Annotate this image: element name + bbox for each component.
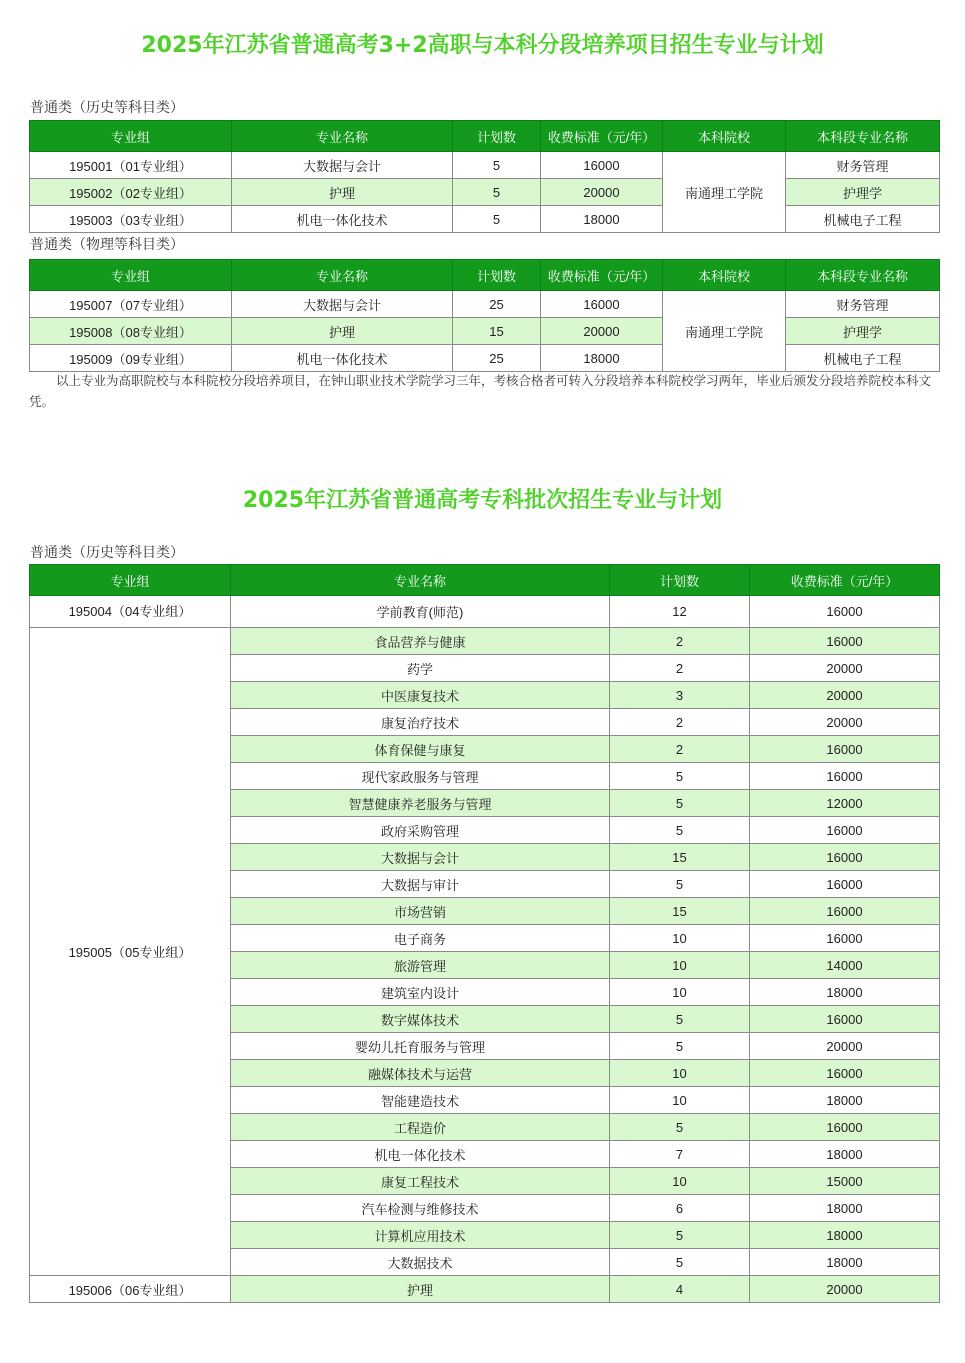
header-undergrad-major: 本科段专业名称 [786, 121, 940, 152]
cell-undergrad-major: 护理学 [786, 179, 940, 206]
cell-undergrad-major: 护理学 [786, 318, 940, 345]
cell-major: 大数据与审计 [231, 871, 610, 898]
cell-plan: 15 [453, 318, 541, 345]
cell-fee: 20000 [750, 655, 940, 682]
cell-major: 药学 [231, 655, 610, 682]
cell-undergrad-major: 机械电子工程 [786, 345, 940, 372]
cell-group: 195009（09专业组） [30, 345, 232, 372]
cell-plan: 10 [610, 925, 750, 952]
cell-fee: 20000 [541, 318, 663, 345]
cell-fee: 18000 [750, 1249, 940, 1276]
cell-major: 护理 [232, 318, 453, 345]
cell-plan: 25 [453, 345, 541, 372]
cell-fee: 18000 [750, 979, 940, 1006]
header-plan: 计划数 [610, 565, 750, 596]
cell-group: 195002（02专业组） [30, 179, 232, 206]
cell-plan: 5 [610, 1249, 750, 1276]
cell-plan: 25 [453, 291, 541, 318]
project-note: 以上专业为高职院校与本科院校分段培养项目，在钟山职业技术学院学习三年，考核合格者可转入分段培养本科院校学习两年，毕业后颁发分段培养院校本科文凭。 [29, 374, 932, 409]
cell-fee: 15000 [750, 1168, 940, 1195]
header-fee: 收费标准（元/年） [541, 121, 663, 152]
cell-major: 中医康复技术 [231, 682, 610, 709]
cell-major: 康复治疗技术 [231, 709, 610, 736]
cell-major: 融媒体技术与运营 [231, 1060, 610, 1087]
cell-group: 195007（07专业组） [30, 291, 232, 318]
cell-major: 机电一体化技术 [232, 345, 453, 372]
cell-fee: 16000 [750, 628, 940, 655]
cell-plan: 5 [610, 817, 750, 844]
cell-plan: 5 [453, 206, 541, 233]
cell-group: 195005（05专业组） [30, 628, 231, 1276]
category-history-label-2: 普通类（历史等科目类） [30, 544, 184, 560]
cell-major: 体育保健与康复 [231, 736, 610, 763]
header-plan: 计划数 [453, 260, 541, 291]
cell-plan: 10 [610, 952, 750, 979]
cell-group: 195008（08专业组） [30, 318, 232, 345]
cell-undergrad-major: 财务管理 [786, 291, 940, 318]
cell-fee: 16000 [541, 152, 663, 179]
cell-plan: 12 [610, 596, 750, 628]
cell-fee: 18000 [750, 1222, 940, 1249]
header-university: 本科院校 [663, 260, 786, 291]
cell-fee: 16000 [750, 1060, 940, 1087]
cell-university: 南通理工学院 [663, 291, 786, 372]
cell-plan: 2 [610, 655, 750, 682]
cell-fee: 18000 [541, 345, 663, 372]
table-3plus2-history [29, 120, 940, 233]
cell-plan: 5 [610, 871, 750, 898]
cell-major: 建筑室内设计 [231, 979, 610, 1006]
table-row [30, 206, 940, 233]
cell-plan: 5 [453, 179, 541, 206]
header-fee: 收费标准（元/年） [541, 260, 663, 291]
cell-plan: 5 [610, 1222, 750, 1249]
cell-fee: 16000 [750, 763, 940, 790]
table-row [30, 179, 940, 206]
cell-major: 大数据与会计 [232, 291, 453, 318]
cell-fee: 16000 [750, 898, 940, 925]
cell-major: 旅游管理 [231, 952, 610, 979]
table-specialty-batch [29, 564, 940, 1303]
header-fee: 收费标准（元/年） [750, 565, 940, 596]
cell-plan: 10 [610, 1168, 750, 1195]
cell-plan: 6 [610, 1195, 750, 1222]
cell-plan: 5 [610, 1033, 750, 1060]
header-major: 专业名称 [231, 565, 610, 596]
table-row [30, 1276, 940, 1303]
cell-plan: 10 [610, 979, 750, 1006]
header-group: 专业组 [30, 121, 232, 152]
cell-major: 智慧健康养老服务与管理 [231, 790, 610, 817]
header-major: 专业名称 [232, 260, 453, 291]
cell-plan: 2 [610, 628, 750, 655]
cell-fee: 16000 [750, 736, 940, 763]
cell-plan: 5 [610, 790, 750, 817]
table-row [30, 291, 940, 318]
cell-undergrad-major: 财务管理 [786, 152, 940, 179]
cell-major: 汽车检测与维修技术 [231, 1195, 610, 1222]
cell-fee: 16000 [541, 291, 663, 318]
cell-fee: 12000 [750, 790, 940, 817]
cell-fee: 18000 [541, 206, 663, 233]
cell-major: 康复工程技术 [231, 1168, 610, 1195]
cell-major: 计算机应用技术 [231, 1222, 610, 1249]
cell-plan: 2 [610, 736, 750, 763]
cell-plan: 5 [453, 152, 541, 179]
header-university: 本科院校 [663, 121, 786, 152]
cell-major: 食品营养与健康 [231, 628, 610, 655]
cell-group: 195003（03专业组） [30, 206, 232, 233]
cell-major: 大数据与会计 [231, 844, 610, 871]
category-history-label: 普通类（历史等科目类） [30, 99, 184, 115]
cell-plan: 7 [610, 1141, 750, 1168]
cell-undergrad-major: 机械电子工程 [786, 206, 940, 233]
cell-plan: 15 [610, 898, 750, 925]
cell-fee: 20000 [541, 179, 663, 206]
cell-fee: 18000 [750, 1195, 940, 1222]
cell-fee: 20000 [750, 1033, 940, 1060]
cell-major: 大数据技术 [231, 1249, 610, 1276]
cell-plan: 15 [610, 844, 750, 871]
cell-major: 机电一体化技术 [232, 206, 453, 233]
cell-plan: 4 [610, 1276, 750, 1303]
cell-fee: 16000 [750, 1006, 940, 1033]
cell-major: 数字媒体技术 [231, 1006, 610, 1033]
cell-major: 工程造价 [231, 1114, 610, 1141]
cell-major: 婴幼儿托育服务与管理 [231, 1033, 610, 1060]
cell-fee: 16000 [750, 925, 940, 952]
section2-title: 2025年江苏省普通高考专科批次招生专业与计划 [242, 488, 723, 513]
cell-plan: 10 [610, 1060, 750, 1087]
cell-fee: 18000 [750, 1141, 940, 1168]
cell-fee: 20000 [750, 1276, 940, 1303]
cell-plan: 3 [610, 682, 750, 709]
cell-major: 电子商务 [231, 925, 610, 952]
cell-plan: 2 [610, 709, 750, 736]
cell-fee: 16000 [750, 844, 940, 871]
cell-major: 学前教育(师范) [231, 596, 610, 628]
header-plan: 计划数 [453, 121, 541, 152]
cell-major: 现代家政服务与管理 [231, 763, 610, 790]
cell-major: 市场营销 [231, 898, 610, 925]
cell-fee: 18000 [750, 1087, 940, 1114]
table-3plus2-physics [29, 259, 940, 372]
category-physics-label: 普通类（物理等科目类） [30, 236, 184, 252]
header-group: 专业组 [30, 565, 231, 596]
cell-major: 智能建造技术 [231, 1087, 610, 1114]
table-row [30, 596, 940, 628]
cell-plan: 10 [610, 1087, 750, 1114]
cell-major: 政府采购管理 [231, 817, 610, 844]
cell-fee: 16000 [750, 871, 940, 898]
table-row [30, 318, 940, 345]
cell-university: 南通理工学院 [663, 152, 786, 233]
cell-group: 195001（01专业组） [30, 152, 232, 179]
table-row [30, 345, 940, 372]
cell-plan: 5 [610, 1006, 750, 1033]
cell-group: 195004（04专业组） [30, 596, 231, 628]
section1-title: 2025年江苏省普通高考3+2高职与本科分段培养项目招生专业与计划 [141, 33, 824, 58]
table-row [30, 152, 940, 179]
cell-group: 195006（06专业组） [30, 1276, 231, 1303]
cell-major: 大数据与会计 [232, 152, 453, 179]
header-group: 专业组 [30, 260, 232, 291]
cell-major: 护理 [232, 179, 453, 206]
cell-fee: 16000 [750, 596, 940, 628]
cell-fee: 20000 [750, 682, 940, 709]
table-row [30, 628, 940, 655]
cell-fee: 16000 [750, 1114, 940, 1141]
cell-fee: 14000 [750, 952, 940, 979]
cell-plan: 5 [610, 763, 750, 790]
cell-major: 机电一体化技术 [231, 1141, 610, 1168]
header-undergrad-major: 本科段专业名称 [786, 260, 940, 291]
cell-fee: 20000 [750, 709, 940, 736]
cell-fee: 16000 [750, 817, 940, 844]
cell-major: 护理 [231, 1276, 610, 1303]
header-major: 专业名称 [232, 121, 453, 152]
cell-plan: 5 [610, 1114, 750, 1141]
